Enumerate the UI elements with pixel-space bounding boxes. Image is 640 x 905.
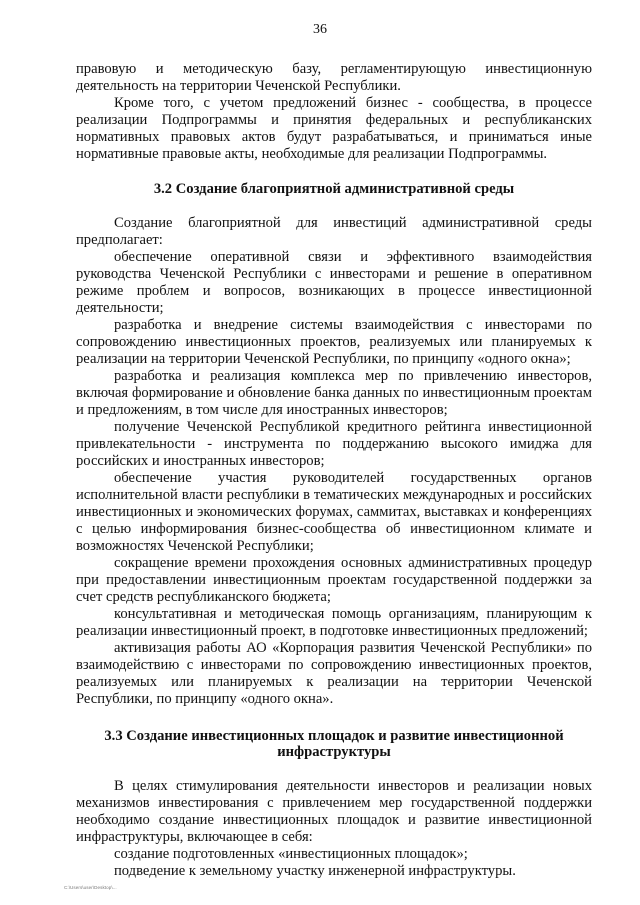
page-number: 36 xyxy=(313,22,327,37)
list-item: сокращение времени прохождения основных административных процедур при предоставлении инвестиционным проектам государственной поддержки за счет средств республиканского бюджета; xyxy=(76,555,592,605)
section-heading-3-3-line2: инфраструктуры xyxy=(277,744,391,760)
paragraph-additional-acts: Кроме того, с учетом предложений бизнес - сообщества, в процессе реализации Подпрограммы и принятия федеральных и республиканских нормативных правовых актов будут разрабатываться, и приниматься иные нормативные правовые акты, необходимые для реализации Подпрограммы. xyxy=(76,95,592,162)
list-item: подведение к земельному участку инженерной инфраструктуры. xyxy=(114,863,516,879)
section-3-2-intro: Создание благоприятной для инвестиций административной среды предполагает: xyxy=(76,215,592,248)
document-body xyxy=(76,61,592,880)
section-heading-3-3 xyxy=(76,728,592,760)
footer-file-path: C:\Users\user\Desktop\... xyxy=(64,885,117,890)
list-item: активизация работы АО «Корпорация развития Чеченской Республики» по взаимодействию с инвесторами по сопровождению инвестиционных проектов, реализуемых или планируемых к реализации на территории Чеченской Республики, по принципу «одного окна». xyxy=(76,640,592,707)
list-item: обеспечение участия руководителей государственных органов исполнительной власти республики в тематических международных и российских инвестиционных и экономических форумах, саммитах, выставках и конференциях с целью информирования бизнес-сообщества об инвестиционном климате и возможностях Чеченской Республики; xyxy=(76,470,592,554)
section-heading-3-2: 3.2 Создание благоприятной административной среды xyxy=(153,181,515,197)
list-item: консультативная и методическая помощь организациям, планирующим к реализации инвестиционный проект, в подготовке инвестиционных предложений; xyxy=(76,606,592,639)
list-item: разработка и внедрение системы взаимодействия с инвесторами по сопровождению инвестиционных проектов, реализуемых или планируемых к реализации на территории Чеченской Республики, по принципу «одного окна»; xyxy=(76,317,592,367)
paragraph-continuation: правовую и методическую базу, регламентирующую инвестиционную деятельность на территории Чеченской Республики. xyxy=(76,61,592,94)
section-3-3-intro: В целях стимулирования деятельности инвесторов и реализации новых механизмов инвестирования с привлечением мер государственной поддержки необходимо создание инвестиционных площадок и развитие инвестиционной инфраструктуры, включающее в себя: xyxy=(76,778,592,845)
list-item: создание подготовленных «инвестиционных площадок»; xyxy=(114,846,468,862)
list-item: разработка и реализация комплекса мер по привлечению инвесторов, включая формирование и обновление банка данных по инвестиционным проектам и предложениям, в том числе для иностранных инвесторов; xyxy=(76,368,592,418)
list-item: получение Чеченской Республикой кредитного рейтинга инвестиционной привлекательности - инструмента по поддержанию высокого имиджа для российских и иностранных инвесторов; xyxy=(76,419,592,469)
section-heading-3-3-line1: 3.3 Создание инвестиционных площадок и развитие инвестиционной xyxy=(104,728,564,744)
list-item: обеспечение оперативной связи и эффективного взаимодействия руководства Чеченской Республики с инвесторами и решение в оперативном режиме проблем и вопросов, возникающих в процессе инвестиционной деятельности; xyxy=(76,249,592,316)
